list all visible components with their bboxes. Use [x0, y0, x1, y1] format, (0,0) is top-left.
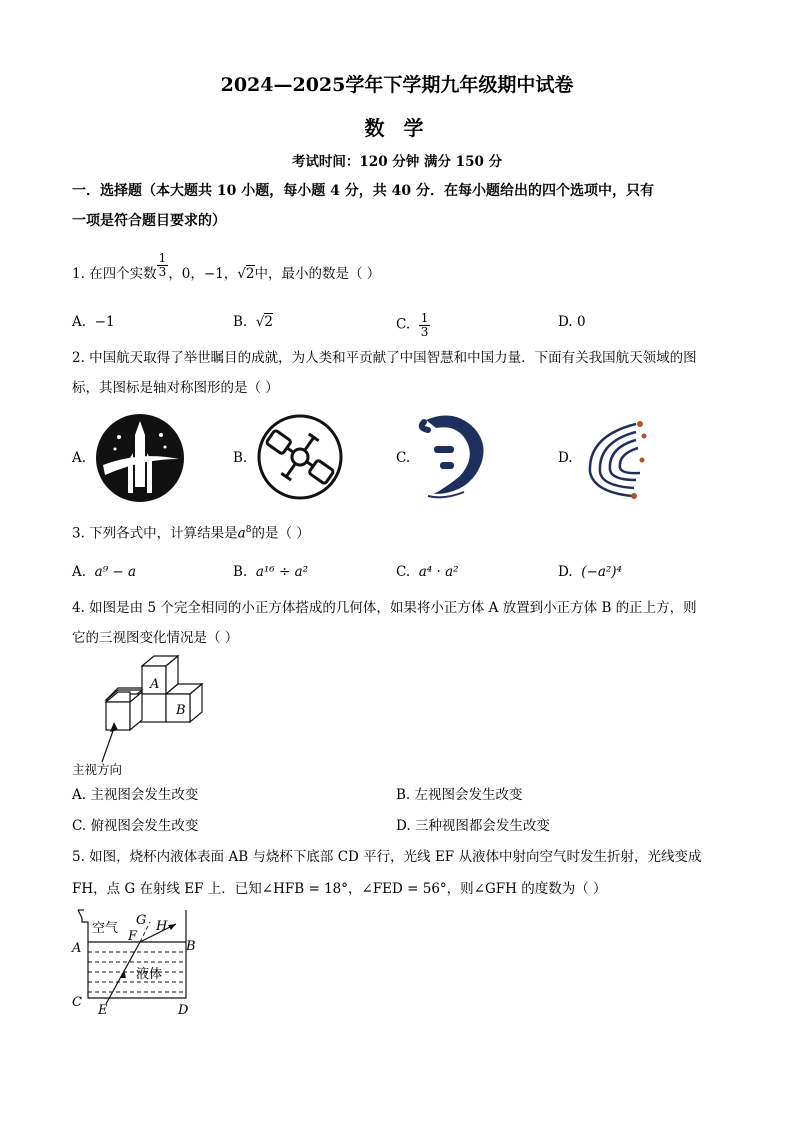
- option-text: a⁹ − a: [94, 564, 137, 580]
- option-label: C.: [72, 818, 87, 834]
- option-label: B.: [233, 564, 248, 580]
- sqrt-icon: √: [237, 266, 246, 282]
- q1-option-d[interactable]: [558, 312, 586, 332]
- q4-option-c[interactable]: [72, 816, 198, 836]
- option-fraction: [419, 312, 431, 338]
- option-label: C.: [396, 316, 411, 333]
- option-label: A.: [72, 564, 87, 580]
- option-text: 左视图会发生改变: [414, 787, 523, 803]
- point-c: C: [72, 995, 82, 1010]
- q1-option-a[interactable]: [72, 312, 115, 332]
- satellite-emblem-icon: [256, 413, 344, 501]
- label-liquid: 液体: [136, 967, 163, 982]
- q3-suffix: 的是（ ）: [251, 525, 310, 542]
- question-5-line2: FH，点 G 在射线 EF 上．已知∠HFB = 18°，∠FED = 56°，则∠GFH 的度数为（ ）: [72, 881, 607, 897]
- brush-swirl-emblem-icon: [414, 408, 494, 500]
- q4-option-a[interactable]: [72, 785, 198, 805]
- q3-option-d[interactable]: [558, 562, 622, 582]
- cube-stack-figure: [90, 654, 220, 766]
- exam-title: 2024—2025学年下学期九年级期中试卷: [220, 74, 574, 96]
- q3-option-b[interactable]: [233, 562, 308, 582]
- question-4-line2: 它的三视图变化情况是（ ）: [72, 630, 239, 646]
- point-f: F: [128, 929, 138, 944]
- orbit-arcs-emblem-icon: [580, 416, 652, 500]
- q3-var: a: [237, 525, 246, 542]
- q4-option-b[interactable]: [396, 785, 523, 805]
- beaker-refraction-figure: [70, 908, 210, 1020]
- option-label: A.: [72, 787, 87, 803]
- q2-option-c-label[interactable]: C.: [396, 450, 411, 466]
- q1-option-c[interactable]: [396, 312, 430, 338]
- q1-suffix: 中，最小的数是（ ）: [254, 266, 381, 282]
- point-h: H: [156, 919, 168, 934]
- option-label: D.: [396, 818, 411, 834]
- q3-exp: 8: [245, 525, 252, 535]
- option-label: B.: [233, 314, 248, 330]
- point-g: G: [136, 913, 147, 928]
- section-heading-line2: 一项是符合题目要求的）: [72, 213, 226, 229]
- question-3: [72, 520, 310, 544]
- option-text: a¹⁶ ÷ a²: [255, 564, 309, 580]
- point-b: B: [186, 939, 196, 954]
- exam-info: 考试时间：120 分钟 满分 150 分: [291, 154, 503, 170]
- point-a: A: [72, 941, 82, 956]
- q2-option-d-label[interactable]: D.: [558, 450, 573, 466]
- option-text: a⁴ · a²: [418, 564, 459, 580]
- option-text: 主视图会发生改变: [90, 787, 199, 803]
- q3-option-a[interactable]: [72, 562, 136, 582]
- q3-option-c[interactable]: [396, 562, 459, 582]
- frac-num: 1: [420, 311, 429, 325]
- q4-option-d[interactable]: [396, 816, 550, 836]
- option-text: −1: [94, 314, 115, 330]
- q1-prefix: 1. 在四个实数: [72, 266, 157, 282]
- label-air: 空气: [92, 921, 119, 936]
- q1-option-b[interactable]: [233, 312, 273, 332]
- question-2-line1: 2. 中国航天取得了举世瞩目的成就，为人类和平贡献了中国智慧和中国力量．下面有关我国航天领域的图: [72, 350, 697, 366]
- q1-frac-den: 3: [158, 265, 167, 279]
- option-label: D.: [558, 564, 573, 580]
- option-label: C.: [396, 564, 411, 580]
- view-direction-caption: 主视方向: [72, 762, 123, 777]
- option-text: 三种视图都会发生改变: [414, 818, 550, 834]
- q1-sqrt-value: 2: [245, 266, 255, 282]
- option-label: B.: [396, 787, 411, 803]
- point-d: D: [178, 1003, 189, 1018]
- q1-frac-num: 1: [158, 251, 167, 266]
- sqrt-icon: √: [255, 314, 265, 330]
- question-2-line2: 标，其图标是轴对称图形的是（ ）: [72, 380, 279, 396]
- option-text: 俯视图会发生改变: [90, 818, 199, 834]
- cube-label-a: A: [150, 677, 160, 692]
- question-1: [72, 251, 381, 284]
- q2-option-b-label[interactable]: B.: [233, 450, 248, 466]
- question-5-line1: 5. 如图，烧杯内液体表面 AB 与烧杯下底部 CD 平行，光线 EF 从液体中射向空气时发生折射，光线变成: [72, 849, 702, 865]
- q1-middle: ，0，−1，: [168, 266, 238, 282]
- question-4-line1: 4. 如图是由 5 个完全相同的小正方体搭成的几何体，如果将小正方体 A 放置到小正方体 B 的正上方，则: [72, 600, 697, 616]
- option-text: 0: [576, 314, 586, 330]
- rocket-emblem-icon: [95, 413, 185, 503]
- point-e: E: [98, 1003, 108, 1018]
- q2-option-a-label[interactable]: A.: [72, 450, 87, 466]
- q1-fraction: [157, 252, 169, 278]
- option-label: D.: [558, 314, 573, 330]
- q1-sqrt: [237, 265, 254, 282]
- option-text: (−a²)⁴: [581, 564, 622, 580]
- option-text: 2: [264, 314, 274, 330]
- cube-label-b: B: [176, 703, 186, 718]
- subject-title: 数 学: [364, 116, 430, 140]
- q3-prefix: 3. 下列各式中，计算结果是: [72, 525, 238, 542]
- frac-den: 3: [420, 324, 429, 339]
- option-label: A.: [72, 314, 87, 330]
- section-heading-line1: 一．选择题（本大题共 10 小题，每小题 4 分，共 40 分．在每小题给出的四个选项中，只有: [72, 183, 654, 199]
